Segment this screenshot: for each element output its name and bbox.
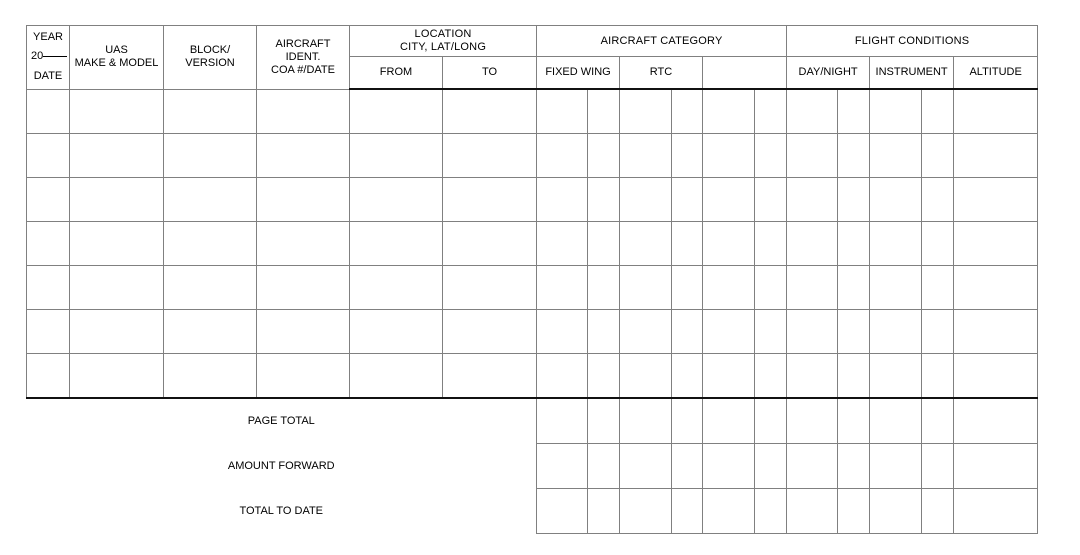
cell-aircraft-ident[interactable] <box>257 354 350 399</box>
cell-day-night-major[interactable] <box>787 310 838 354</box>
header-group-row <box>27 26 1038 57</box>
totals-cell-altitude[interactable] <box>954 489 1038 534</box>
cell-rtc-minor[interactable] <box>672 89 703 134</box>
cell-category-blank-major[interactable] <box>703 354 755 399</box>
totals-cell-fixed-wing-minor[interactable] <box>588 444 620 489</box>
cell-location-to[interactable] <box>443 222 537 266</box>
header-block-version <box>164 26 257 90</box>
table-row <box>27 310 1038 354</box>
cell-block-version[interactable] <box>164 89 257 134</box>
cell-rtc-minor[interactable] <box>672 266 703 310</box>
cell-instrument-minor[interactable] <box>922 310 954 354</box>
totals-cell-rtc-major[interactable] <box>620 489 672 534</box>
cell-category-blank-major[interactable] <box>703 178 755 222</box>
totals-cell-category-blank-minor[interactable] <box>755 489 787 534</box>
cell-instrument-major[interactable] <box>870 266 922 310</box>
cell-instrument-minor[interactable] <box>922 266 954 310</box>
totals-cell-day-night-minor[interactable] <box>838 444 870 489</box>
cell-fixed-wing-minor[interactable] <box>588 266 620 310</box>
cell-fixed-wing-minor[interactable] <box>588 310 620 354</box>
cell-location-from[interactable] <box>350 266 443 310</box>
header-group-location <box>350 26 537 57</box>
ident-line3: COA #/DATE <box>271 63 335 76</box>
cell-block-version[interactable] <box>164 178 257 222</box>
totals-cell-fixed-wing-major[interactable] <box>537 398 588 444</box>
cell-rtc-major[interactable] <box>620 178 672 222</box>
uas-line2: MAKE & MODEL <box>74 57 159 70</box>
cell-location-from[interactable] <box>350 222 443 266</box>
block-line1: BLOCK/ <box>189 44 231 57</box>
totals-cell-altitude[interactable] <box>954 398 1038 444</box>
cell-category-blank-major[interactable] <box>703 134 755 178</box>
cell-day-night-minor[interactable] <box>838 134 870 178</box>
date-label: DATE <box>33 70 63 83</box>
location-line1: LOCATION <box>414 28 472 41</box>
cell-altitude[interactable] <box>954 134 1038 178</box>
totals-cell-instrument-major[interactable] <box>870 444 922 489</box>
totals-cell-category-blank-minor[interactable] <box>755 398 787 444</box>
header-year-date <box>27 26 70 90</box>
table-row <box>27 89 1038 134</box>
totals-cell-rtc-major[interactable] <box>620 398 672 444</box>
century-prefix: 20 <box>31 50 44 63</box>
year-label: YEAR <box>33 31 63 44</box>
cell-date[interactable] <box>27 354 70 399</box>
cell-day-night-minor[interactable] <box>838 354 870 399</box>
totals-cell-fixed-wing-minor[interactable] <box>588 398 620 444</box>
header-aircraft-ident <box>257 26 350 90</box>
cell-location-to[interactable] <box>443 354 537 399</box>
cell-day-night-major[interactable] <box>787 266 838 310</box>
cell-category-blank-minor[interactable] <box>755 178 787 222</box>
location-line2: CITY, LAT/LONG <box>399 41 487 53</box>
header-location-to: TO <box>443 57 537 90</box>
ident-line2: IDENT. <box>285 50 321 63</box>
cell-uas-make-model[interactable] <box>70 266 164 310</box>
cell-altitude[interactable] <box>954 222 1038 266</box>
cell-aircraft-ident[interactable] <box>257 266 350 310</box>
header-instrument: INSTRUMENT <box>870 57 954 90</box>
totals-cell-instrument-major[interactable] <box>870 489 922 534</box>
totals-cell-day-night-major[interactable] <box>787 489 838 534</box>
cell-instrument-major[interactable] <box>870 310 922 354</box>
uas-line1: UAS <box>105 44 128 57</box>
cell-instrument-major[interactable] <box>870 354 922 399</box>
totals-cell-altitude[interactable] <box>954 444 1038 489</box>
cell-rtc-minor[interactable] <box>672 222 703 266</box>
cell-day-night-major[interactable] <box>787 178 838 222</box>
cell-aircraft-ident[interactable] <box>257 222 350 266</box>
cell-aircraft-ident[interactable] <box>257 134 350 178</box>
totals-label: PAGE TOTAL <box>27 398 537 444</box>
totals-cell-instrument-minor[interactable] <box>922 398 954 444</box>
logbook-sheet <box>26 25 1037 534</box>
cell-altitude[interactable] <box>954 89 1038 134</box>
cell-instrument-major[interactable] <box>870 134 922 178</box>
cell-day-night-minor[interactable] <box>838 266 870 310</box>
totals-row <box>27 398 1038 444</box>
cell-block-version[interactable] <box>164 266 257 310</box>
cell-category-blank-minor[interactable] <box>755 134 787 178</box>
cell-day-night-minor[interactable] <box>838 89 870 134</box>
cell-day-night-major[interactable] <box>787 89 838 134</box>
year-fill-blank[interactable] <box>43 56 67 57</box>
cell-rtc-major[interactable] <box>620 222 672 266</box>
cell-location-to[interactable] <box>443 134 537 178</box>
header-category-blank <box>703 57 787 90</box>
cell-date[interactable] <box>27 310 70 354</box>
totals-row <box>27 444 1038 489</box>
cell-rtc-major[interactable] <box>620 89 672 134</box>
table-row <box>27 134 1038 178</box>
block-line2: VERSION <box>185 57 235 70</box>
totals-cell-category-blank-major[interactable] <box>703 489 755 534</box>
cell-fixed-wing-minor[interactable] <box>588 354 620 399</box>
table-row <box>27 266 1038 310</box>
cell-fixed-wing-major[interactable] <box>537 222 588 266</box>
cell-fixed-wing-minor[interactable] <box>588 134 620 178</box>
header-group-aircraft-category <box>537 26 787 57</box>
totals-cell-instrument-minor[interactable] <box>922 444 954 489</box>
cell-block-version[interactable] <box>164 222 257 266</box>
cell-location-from[interactable] <box>350 310 443 354</box>
cell-instrument-major[interactable] <box>870 178 922 222</box>
cell-altitude[interactable] <box>954 178 1038 222</box>
totals-cell-day-night-minor[interactable] <box>838 398 870 444</box>
totals-cell-category-blank-minor[interactable] <box>755 444 787 489</box>
cell-altitude[interactable] <box>954 266 1038 310</box>
cell-uas-make-model[interactable] <box>70 310 164 354</box>
cell-date[interactable] <box>27 266 70 310</box>
cell-fixed-wing-minor[interactable] <box>588 222 620 266</box>
cell-uas-make-model[interactable] <box>70 134 164 178</box>
cell-category-blank-minor[interactable] <box>755 354 787 399</box>
cell-location-from[interactable] <box>350 178 443 222</box>
cell-aircraft-ident[interactable] <box>257 310 350 354</box>
cell-date[interactable] <box>27 178 70 222</box>
cell-day-night-minor[interactable] <box>838 222 870 266</box>
cell-fixed-wing-major[interactable] <box>537 266 588 310</box>
cell-uas-make-model[interactable] <box>70 222 164 266</box>
cell-category-blank-minor[interactable] <box>755 266 787 310</box>
cell-rtc-major[interactable] <box>620 354 672 399</box>
cell-rtc-minor[interactable] <box>672 310 703 354</box>
cell-instrument-minor[interactable] <box>922 89 954 134</box>
totals-cell-fixed-wing-major[interactable] <box>537 489 588 534</box>
header-fixed-wing: FIXED WING <box>537 57 620 90</box>
cell-category-blank-minor[interactable] <box>755 89 787 134</box>
cell-day-night-major[interactable] <box>787 354 838 399</box>
totals-cell-day-night-major[interactable] <box>787 398 838 444</box>
cell-fixed-wing-major[interactable] <box>537 134 588 178</box>
totals-label: TOTAL TO DATE <box>27 489 537 534</box>
cell-location-to[interactable] <box>443 178 537 222</box>
cell-location-from[interactable] <box>350 354 443 399</box>
cell-aircraft-ident[interactable] <box>257 178 350 222</box>
cell-uas-make-model[interactable] <box>70 89 164 134</box>
cell-location-from[interactable] <box>350 134 443 178</box>
cell-fixed-wing-minor[interactable] <box>588 178 620 222</box>
cell-altitude[interactable] <box>954 310 1038 354</box>
cell-instrument-major[interactable] <box>870 89 922 134</box>
flight-logbook-table <box>26 25 1038 534</box>
cell-block-version[interactable] <box>164 354 257 399</box>
cell-instrument-minor[interactable] <box>922 178 954 222</box>
cell-location-to[interactable] <box>443 266 537 310</box>
cell-category-blank-major[interactable] <box>703 310 755 354</box>
cell-fixed-wing-major[interactable] <box>537 89 588 134</box>
cell-altitude[interactable] <box>954 354 1038 399</box>
totals-cell-instrument-minor[interactable] <box>922 489 954 534</box>
cell-rtc-major[interactable] <box>620 266 672 310</box>
logbook-body <box>27 89 1038 398</box>
totals-cell-fixed-wing-major[interactable] <box>537 444 588 489</box>
header-uas-make-model <box>70 26 164 90</box>
cell-instrument-minor[interactable] <box>922 222 954 266</box>
cell-rtc-major[interactable] <box>620 310 672 354</box>
cell-date[interactable] <box>27 134 70 178</box>
year-blank-field <box>27 50 69 63</box>
cell-category-blank-major[interactable] <box>703 89 755 134</box>
totals-cell-rtc-minor[interactable] <box>672 489 703 534</box>
cell-instrument-minor[interactable] <box>922 354 954 399</box>
table-row <box>27 178 1038 222</box>
cell-date[interactable] <box>27 222 70 266</box>
totals-label: AMOUNT FORWARD <box>27 444 537 489</box>
cell-block-version[interactable] <box>164 134 257 178</box>
cell-day-night-major[interactable] <box>787 134 838 178</box>
header-day-night: DAY/NIGHT <box>787 57 870 90</box>
totals-row <box>27 489 1038 534</box>
cell-location-to[interactable] <box>443 310 537 354</box>
logbook-totals <box>27 398 1038 534</box>
cell-fixed-wing-major[interactable] <box>537 310 588 354</box>
cell-uas-make-model[interactable] <box>70 354 164 399</box>
cell-instrument-major[interactable] <box>870 222 922 266</box>
cell-rtc-major[interactable] <box>620 134 672 178</box>
table-row <box>27 354 1038 399</box>
table-row <box>27 222 1038 266</box>
header-rtc: RTC <box>620 57 703 90</box>
header-group-flight-conditions <box>787 26 1038 57</box>
aircraft-category-line1: AIRCRAFT CATEGORY <box>600 34 723 47</box>
header-altitude: ALTITUDE <box>954 57 1038 90</box>
cell-date[interactable] <box>27 89 70 134</box>
cell-uas-make-model[interactable] <box>70 178 164 222</box>
totals-cell-rtc-minor[interactable] <box>672 398 703 444</box>
cell-category-blank-minor[interactable] <box>755 310 787 354</box>
cell-aircraft-ident[interactable] <box>257 89 350 134</box>
header-location-from: FROM <box>350 57 443 90</box>
cell-day-night-major[interactable] <box>787 222 838 266</box>
flight-conditions-line1: FLIGHT CONDITIONS <box>854 34 970 47</box>
cell-fixed-wing-major[interactable] <box>537 354 588 399</box>
cell-category-blank-minor[interactable] <box>755 222 787 266</box>
cell-rtc-minor[interactable] <box>672 134 703 178</box>
ident-line1: AIRCRAFT <box>275 37 331 50</box>
totals-cell-instrument-major[interactable] <box>870 398 922 444</box>
cell-fixed-wing-major[interactable] <box>537 178 588 222</box>
cell-location-to[interactable] <box>443 89 537 134</box>
totals-cell-fixed-wing-minor[interactable] <box>588 489 620 534</box>
totals-cell-category-blank-major[interactable] <box>703 444 755 489</box>
cell-location-from[interactable] <box>350 89 443 134</box>
cell-instrument-minor[interactable] <box>922 134 954 178</box>
totals-cell-category-blank-major[interactable] <box>703 398 755 444</box>
cell-category-blank-major[interactable] <box>703 222 755 266</box>
cell-day-night-minor[interactable] <box>838 178 870 222</box>
totals-cell-day-night-minor[interactable] <box>838 489 870 534</box>
totals-cell-rtc-minor[interactable] <box>672 444 703 489</box>
totals-cell-rtc-major[interactable] <box>620 444 672 489</box>
cell-day-night-minor[interactable] <box>838 310 870 354</box>
cell-block-version[interactable] <box>164 310 257 354</box>
cell-rtc-minor[interactable] <box>672 178 703 222</box>
cell-fixed-wing-minor[interactable] <box>588 89 620 134</box>
totals-cell-day-night-major[interactable] <box>787 444 838 489</box>
cell-category-blank-major[interactable] <box>703 266 755 310</box>
cell-rtc-minor[interactable] <box>672 354 703 399</box>
